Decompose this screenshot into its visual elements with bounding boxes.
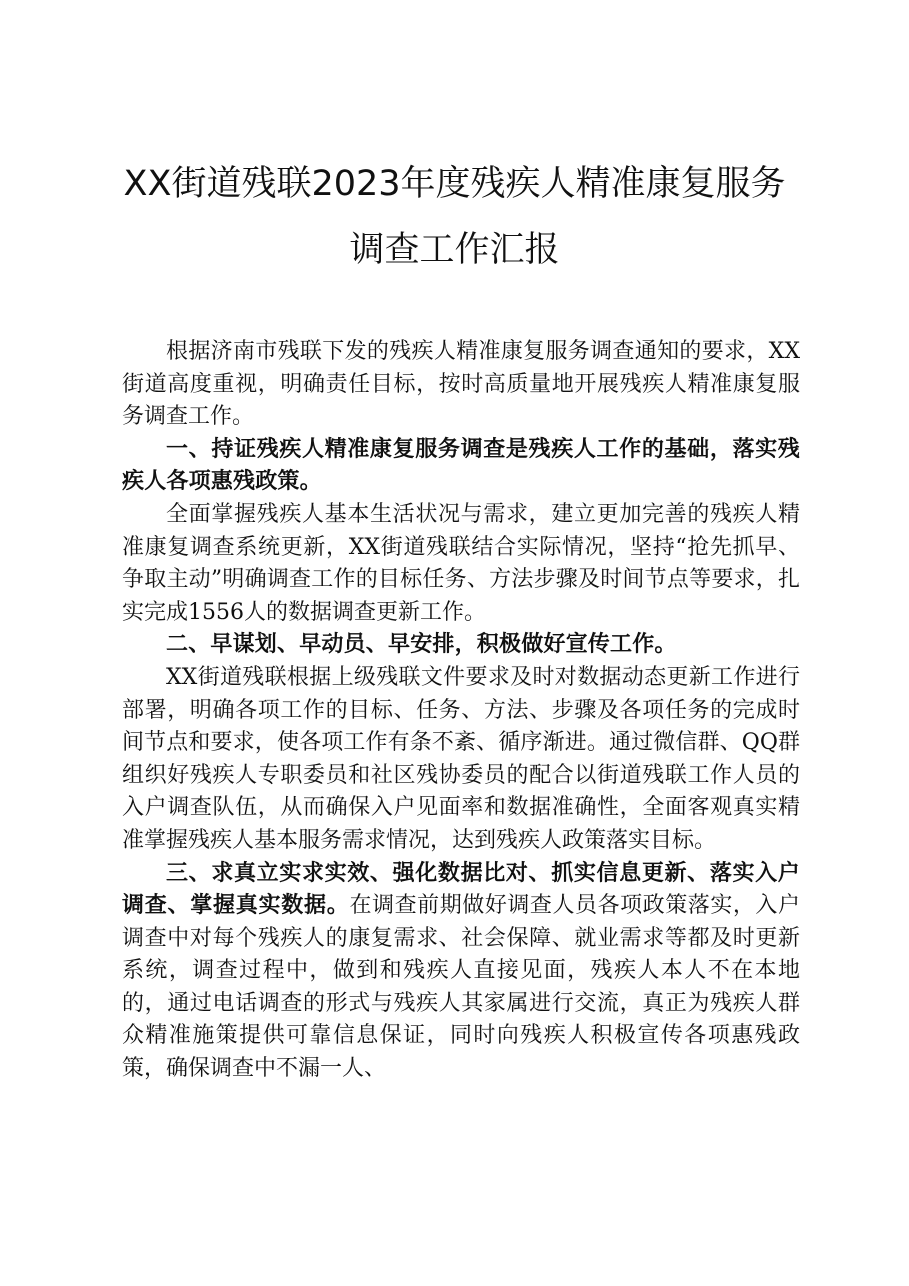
document-body xyxy=(122,336,800,1086)
intro-paragraph: 根据济南市残联下发的残疾人精准康复服务调查通知的要求，XX街道高度重视，明确责任目标，按时高质量地开展残疾人精准康复服务调查工作。 xyxy=(122,339,800,430)
section-1-body: 全面掌握残疾人基本生活状况与需求，建立更加完善的残疾人精准康复调查系统更新，XX街道残联结合实际情况，坚持“抢先抓早、争取主动”明确调查工作的目标任务、方法步骤及时间节点等要求，扎实完成1556人的数据调查更新工作。 xyxy=(122,501,800,625)
section-3-body: 在调查前期做好调查人员各项政策落实，入户调查中对每个残疾人的康复需求、社会保障、就业需求等都及时更新系统，调查过程中，做到和残疾人直接见面，残疾人本人不在本地的，通过电话调查的形式与残疾人其家属进行交流，真正为残疾人群众精准施策提供可靠信息保证，同时向残疾人积极宣传各项惠残政策，确保调查中不漏一人、 xyxy=(122,893,800,1082)
section-2-body: XX街道残联根据上级残联文件要求及时对数据动态更新工作进行部署，明确各项工作的目标、任务、方法、步骤及各项任务的完成时间节点和要求，使各项工作有条不紊、循序渐进。通过微信群、QQ群组织好残疾人专职委员和社区残协委员的配合以街道残联工作人员的入户调查队伍，从而确保入户见面率和数据准确性，全面客观真实精准掌握残疾人基本服务需求情况，达到残疾人政策落实目标。 xyxy=(122,664,800,853)
section-3-paragraph xyxy=(122,858,800,1086)
document-title-line-1: XX街道残联2023年度残疾人精准康复服务 xyxy=(123,164,786,204)
document-title-line-2: 调查工作汇报 xyxy=(349,230,560,270)
section-3-heading: 三、求真立实求实效、强化数据比对、抓实信息更新、落实入户调查、掌握真实数据。 xyxy=(122,860,800,919)
section-1-heading: 一、持证残疾人精准康复服务调查是残疾人工作的基础，落实残疾人各项惠残政策。 xyxy=(122,436,800,495)
section-2-heading: 二、早谋划、早动员、早安排，积极做好宣传工作。 xyxy=(166,632,677,658)
